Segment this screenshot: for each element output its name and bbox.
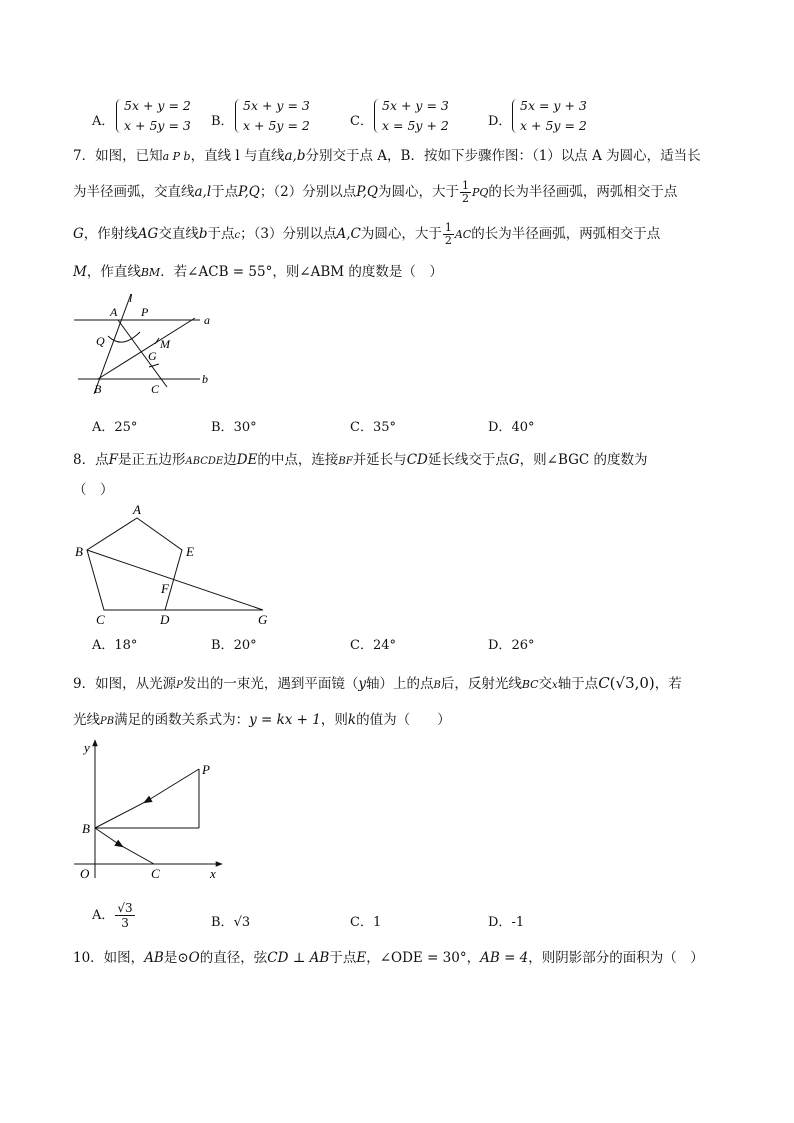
q6-b-eq2: x + 5y = 2 bbox=[243, 118, 310, 133]
q8-label-e: E bbox=[186, 544, 194, 559]
q7-line-3: G，作射线AG交直线b于点c；（3）分别以点A,C为圆心，大于 $\frac{1}{2}$ AC的长为半径画弧，两弧相交于点 bbox=[73, 221, 661, 247]
q7-option-a[interactable]: A．25° bbox=[92, 420, 138, 435]
q6-d-eq1: 5x = y + 3 bbox=[520, 98, 587, 113]
q8-option-d[interactable]: D．26° bbox=[488, 638, 535, 653]
q8-option-a[interactable]: A．18° bbox=[92, 638, 138, 653]
q9-label-b: B bbox=[82, 821, 90, 836]
q8-label-d: D bbox=[160, 612, 170, 627]
q7-label-a-line: a bbox=[204, 313, 210, 327]
q7-line-4: M，作直线BM．若∠ACB = 55°，则∠ABM 的度数是（ ） bbox=[73, 264, 443, 280]
q7-label-q: Q bbox=[96, 334, 105, 348]
q6-d-eq2: x + 5y = 2 bbox=[520, 118, 587, 133]
q9-ray-pb bbox=[95, 769, 199, 828]
q6-option-d-label: D． bbox=[488, 114, 512, 129]
q7-label-b-point: B bbox=[94, 382, 102, 396]
q7-option-d[interactable]: D．40° bbox=[488, 420, 535, 435]
q7-figure bbox=[70, 288, 230, 400]
q6-a-eq1: 5x + y = 2 bbox=[124, 98, 191, 113]
q7-arc-pq bbox=[108, 332, 140, 342]
q7-label-l: l bbox=[129, 291, 133, 305]
q9-figure bbox=[74, 738, 234, 882]
q6-option-b-label: B． bbox=[211, 114, 234, 129]
q9-label-c: C bbox=[151, 866, 160, 881]
q7-line-2: 为半径画弧，交直线a,l于点P,Q；（2）分别以点P,Q为圆心，大于 $\frac{1}{2}$ PQ的长为半径画弧，两弧相交于点 bbox=[73, 179, 678, 205]
q8-line-bg bbox=[87, 550, 263, 610]
q9-label-y: y bbox=[84, 740, 90, 755]
q6-a-eq2: x + 5y = 3 bbox=[124, 118, 191, 133]
q9-label-o: O bbox=[80, 866, 90, 881]
q7-label-g: G bbox=[148, 349, 157, 363]
q7-line-bm bbox=[98, 318, 195, 379]
q8-option-b[interactable]: B．20° bbox=[211, 638, 257, 653]
q9-option-a[interactable]: A． $\frac{√3}{3}$ bbox=[92, 901, 133, 930]
q9-line-1: 9．如图，从光源P发出的一束光，遇到平面镜（y轴）上的点B后，反射光线BC交x轴于点C(√3,0)，若 bbox=[73, 674, 682, 692]
q7-label-m: M bbox=[160, 337, 170, 351]
q9-option-a-fraction: $\frac{√3}{3}$ bbox=[117, 901, 133, 930]
q6-option-a-system bbox=[116, 96, 191, 136]
q8-label-a: A bbox=[133, 502, 141, 517]
q8-label-c: C bbox=[96, 612, 105, 627]
q6-option-b-system bbox=[235, 96, 310, 136]
q7-half-fraction-2: $\frac{1}{2}$ bbox=[444, 221, 452, 247]
q9-option-b[interactable]: B．√3 bbox=[211, 915, 251, 930]
q8-label-f: F bbox=[161, 581, 169, 596]
q8-line-2: （ ） bbox=[73, 482, 114, 498]
q9-label-p: P bbox=[202, 762, 210, 777]
q7-label-p: P bbox=[141, 305, 149, 319]
q7-option-b[interactable]: B．30° bbox=[211, 420, 257, 435]
q6-option-c-system bbox=[374, 96, 449, 136]
q8-option-c[interactable]: C．24° bbox=[350, 638, 396, 653]
q8-figure bbox=[70, 500, 280, 628]
q9-option-c[interactable]: C．1 bbox=[350, 915, 382, 930]
q8-label-g: G bbox=[258, 612, 268, 627]
q7-label-b-line: b bbox=[202, 372, 208, 386]
q6-b-eq1: 5x + y = 3 bbox=[243, 98, 310, 113]
q9-label-x: x bbox=[210, 866, 216, 881]
q8-label-b: B bbox=[75, 544, 83, 559]
q6-option-c-label: C． bbox=[350, 114, 373, 129]
q6-c-eq1: 5x + y = 3 bbox=[382, 98, 449, 113]
q8-line-1: 8．点F是正五边形ABCDE边DE的中点，连接BF并延长与CD延长线交于点G，则∠BGC 的度数为 bbox=[73, 452, 648, 468]
q6-option-a-label: A． bbox=[92, 114, 115, 129]
q7-label-c: C bbox=[151, 382, 160, 396]
q6-option-d-system bbox=[512, 96, 587, 136]
q6-c-eq2: x = 5y + 2 bbox=[382, 118, 449, 133]
q7-line-1: 7．如图，已知a P b，直线 l 与直线a,b分别交于点 A，B．按如下步骤作图：（1）以点 A 为圆心，适当长 bbox=[73, 148, 701, 164]
q7-option-c[interactable]: C．35° bbox=[350, 420, 396, 435]
q9-ray-bc bbox=[95, 828, 154, 864]
q9-line-2: 光线PB满足的函数关系式为：y = kx + 1，则k的值为（ ） bbox=[73, 712, 451, 728]
q7-label-a-point: A bbox=[110, 305, 118, 319]
q8-pentagon bbox=[87, 518, 182, 610]
q7-half-fraction-1: $\frac{1}{2}$ bbox=[461, 179, 469, 205]
q9-option-d[interactable]: D．-1 bbox=[488, 915, 525, 930]
q7-ray-ag bbox=[118, 320, 167, 387]
q10-line-1: 10．如图，AB是⊙O的直径，弦CD ⊥ AB于点E，∠ODE = 30°，AB = 4，则阴影部分的面积为（ ） bbox=[73, 950, 704, 966]
